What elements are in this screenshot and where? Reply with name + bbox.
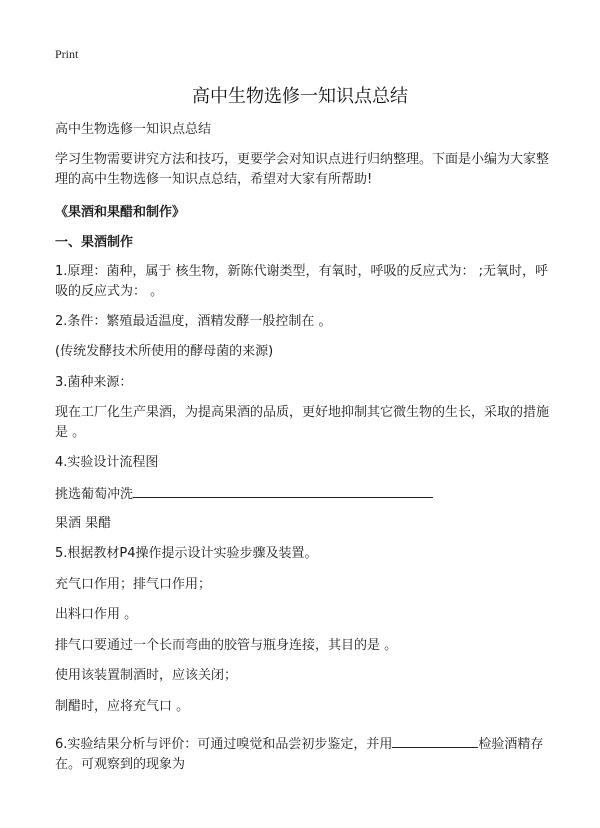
paragraph-wine-vinegar: 果酒 果醋 — [55, 516, 112, 531]
print-link[interactable]: Print — [55, 47, 79, 61]
wash-grapes-text: 挑选葡萄冲洗 — [55, 487, 134, 502]
paragraph-exhaust-tube: 排气口要通过一个长而弯曲的胶管与瓶身连接，其目的是 。 — [55, 638, 398, 653]
result-analysis-text-cont: 检验酒精存在。可观察到的现象为 — [55, 737, 544, 772]
paragraph-discharge-port: 出料口作用 。 — [55, 607, 138, 622]
fill-blank-line — [392, 733, 478, 748]
paragraph-vinegar-making: 制醋时，应将充气口 。 — [55, 699, 190, 714]
paragraph-result-analysis — [55, 733, 550, 775]
intro-paragraph: 学习生物需要讲究方法和技巧，更要学会对知识点进行归纳整理。下面是小编为大家整理的高中生物选修一知识点总结，希望对大家有所帮助! — [55, 152, 550, 187]
fill-blank-line — [133, 483, 433, 498]
subtitle: 高中生物选修一知识点总结 — [55, 122, 212, 137]
section-heading: 《果酒和果醋和制作》 — [55, 205, 186, 220]
paragraph-wash-grapes — [55, 483, 550, 505]
paragraph-conditions: 2.条件：繁殖最适温度，酒精发酵一般控制在 。 — [55, 314, 332, 329]
paragraph-wine-making: 使用该装置制酒时，应该关闭； — [55, 668, 238, 683]
paragraph-factory-measures: 现在工厂化生产果酒，为提高果酒的品质，更好地抑制其它微生物的生长，采取的措施是 。 — [55, 405, 550, 440]
paragraph-experiment-steps: 5.根据教材P4操作提示设计实验步骤及装置。 — [55, 546, 318, 561]
paragraph-strain-source: 3.菌种来源： — [55, 375, 133, 390]
paragraph-principle: 1.原理：菌种，属于 核生物，新陈代谢类型，有氧时，呼吸的反应式为： ;无氧时，呼吸的反应式为： 。 — [55, 264, 549, 299]
paragraph-yeast-source: (传统发酵技术所使用的酵母菌的来源) — [55, 344, 274, 359]
paragraph-flowchart: 4.实验设计流程图 — [55, 455, 159, 470]
result-analysis-text: 6.实验结果分析与评价：可通过嗅觉和品尝初步鉴定，并用 — [55, 737, 393, 752]
paragraph-inlet-outlet: 充气口作用；排气口作用； — [55, 577, 212, 592]
sub-heading: 一、果酒制作 — [55, 235, 134, 250]
page-title: 高中生物选修一知识点总结 — [192, 86, 408, 107]
